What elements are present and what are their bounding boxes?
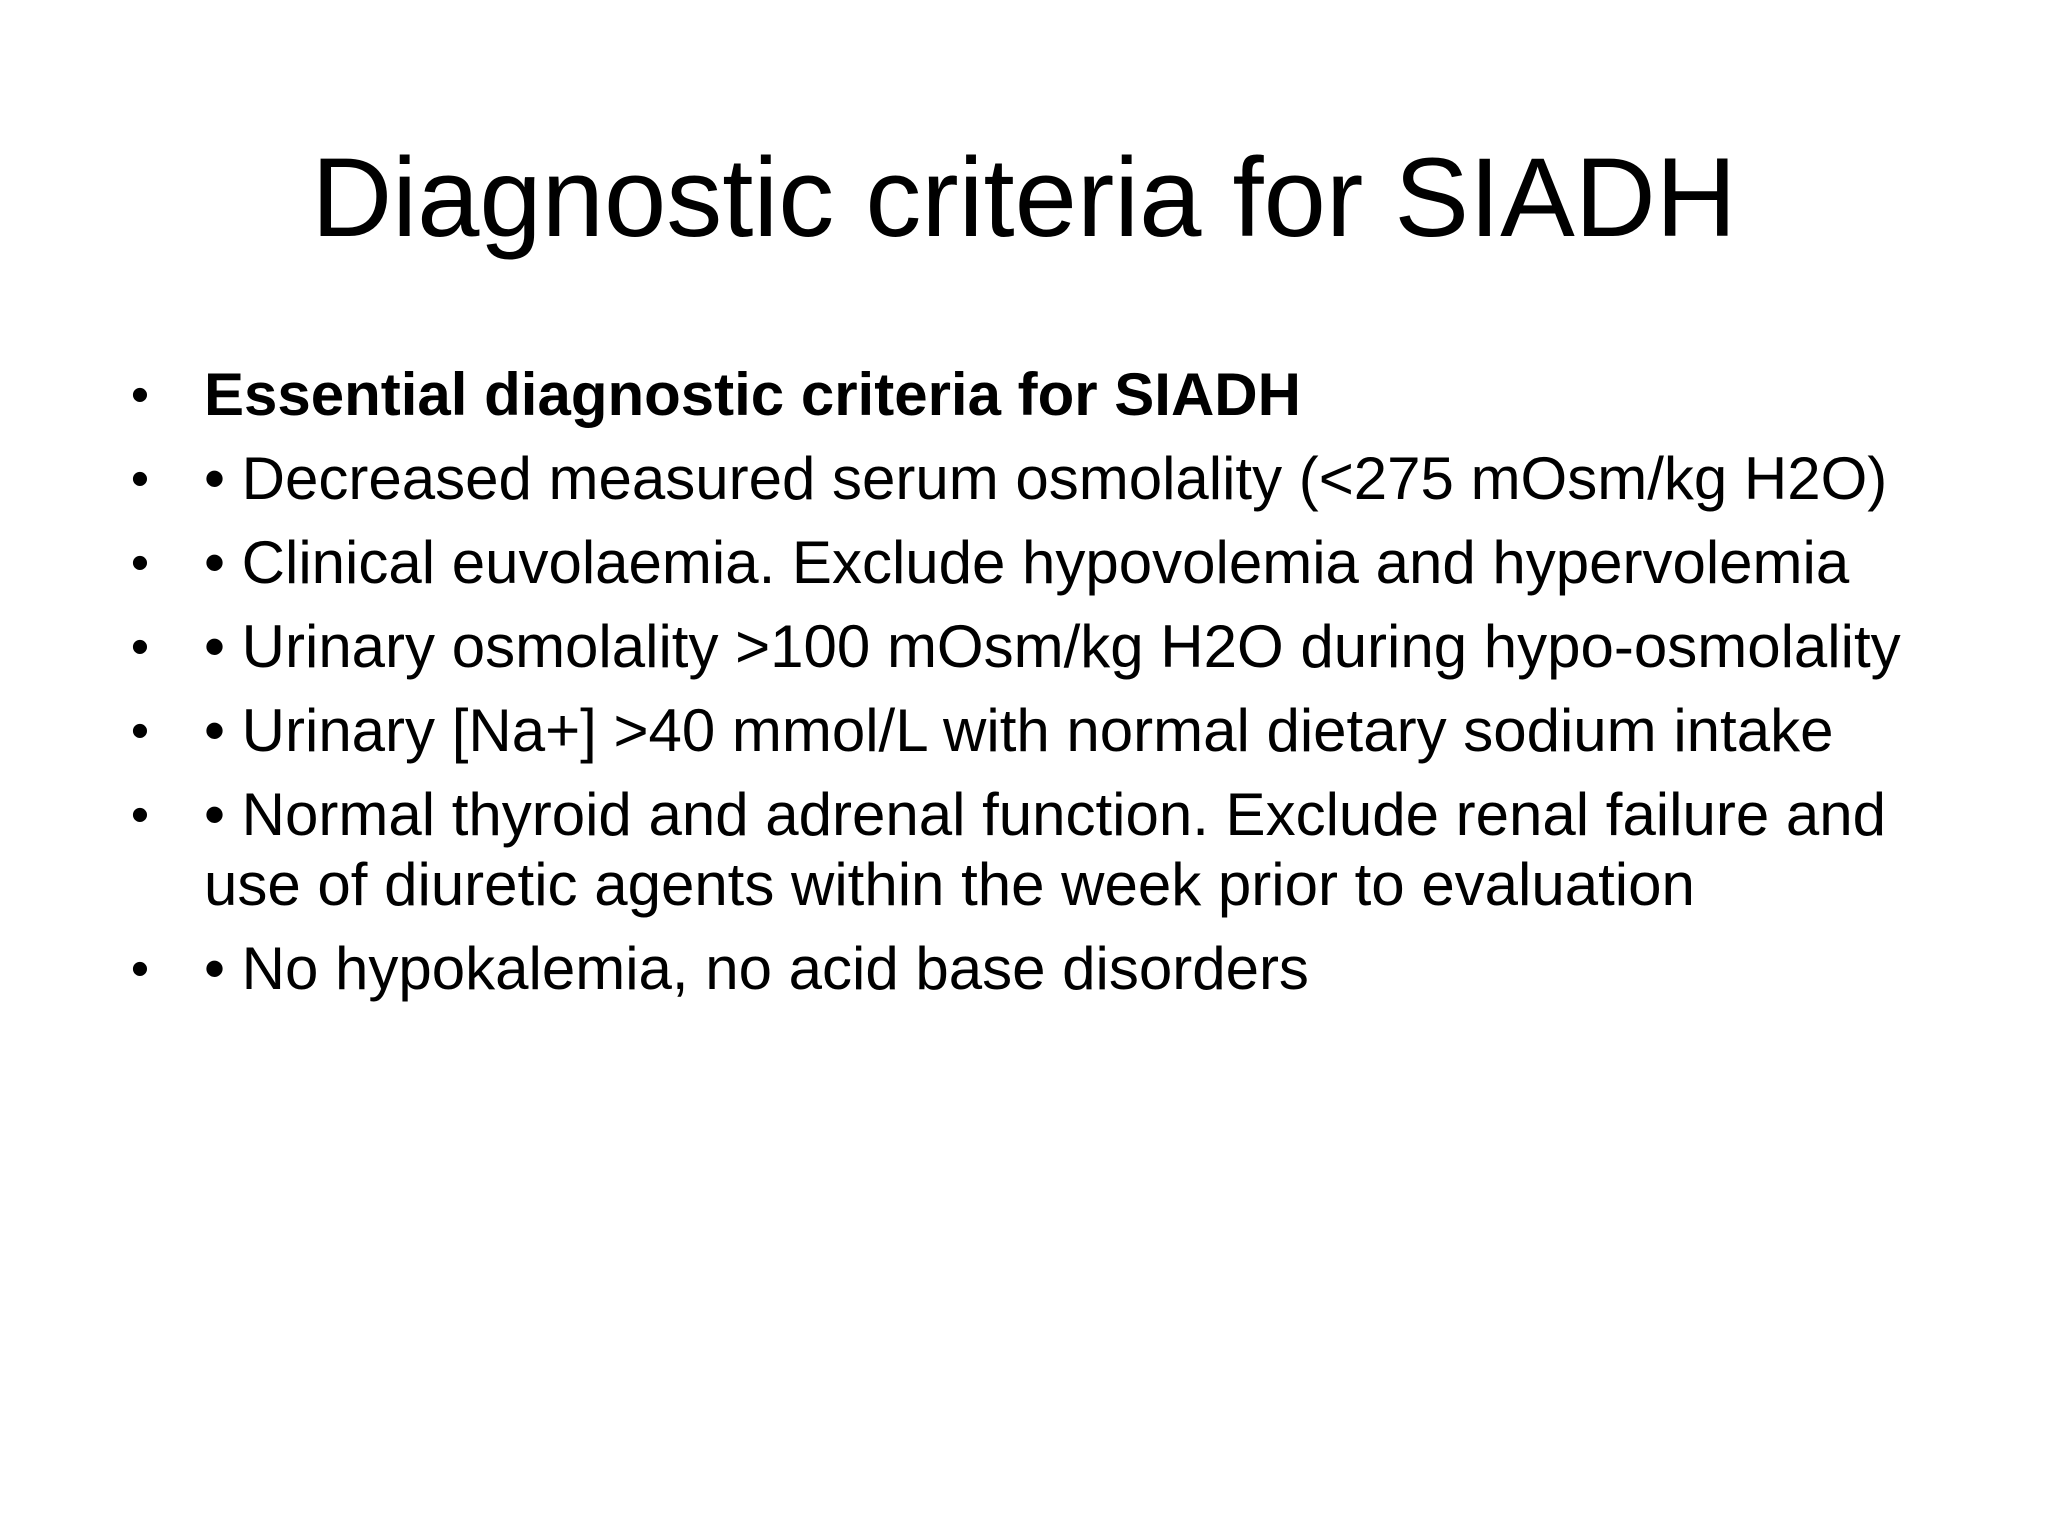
bullet-text: • Clinical euvolaemia. Exclude hypovolemia and hypervolemia xyxy=(204,529,1850,596)
bullet-item-thyroid-adrenal xyxy=(120,780,1920,920)
bullet-point-icon: • xyxy=(130,366,150,424)
bullet-text: • Urinary osmolality >100 mOsm/kg H2O during hypo-osmolality xyxy=(204,613,1901,680)
bullet-item-hypokalemia xyxy=(120,934,1920,1004)
bullet-item-serum-osmolality xyxy=(120,444,1920,514)
bullet-point-icon: • xyxy=(130,786,150,844)
bullet-point-icon: • xyxy=(130,618,150,676)
bullet-text: • Urinary [Na+] >40 mmol/L with normal dietary sodium intake xyxy=(204,697,1834,764)
bullet-point-icon: • xyxy=(130,534,150,592)
bullet-text: Essential diagnostic criteria for SIADH xyxy=(204,361,1301,428)
slide-title: Diagnostic criteria for SIADH xyxy=(311,135,1737,260)
bullet-item-urinary-sodium xyxy=(120,696,1920,766)
bullet-point-icon: • xyxy=(130,940,150,998)
bullet-point-icon: • xyxy=(130,702,150,760)
bullet-list xyxy=(120,360,1920,1018)
bullet-item-essential-criteria xyxy=(120,360,1920,430)
bullet-text: • Normal thyroid and adrenal function. Exclude renal failure and use of diuretic agents within the week prior to evaluation xyxy=(204,781,1886,918)
bullet-item-urinary-osmolality xyxy=(120,612,1920,682)
bullet-item-euvolaemia xyxy=(120,528,1920,598)
bullet-text: • No hypokalemia, no acid base disorders xyxy=(204,935,1309,1002)
bullet-point-icon: • xyxy=(130,450,150,508)
bullet-text: • Decreased measured serum osmolality (<275 mOsm/kg H2O) xyxy=(204,445,1888,512)
